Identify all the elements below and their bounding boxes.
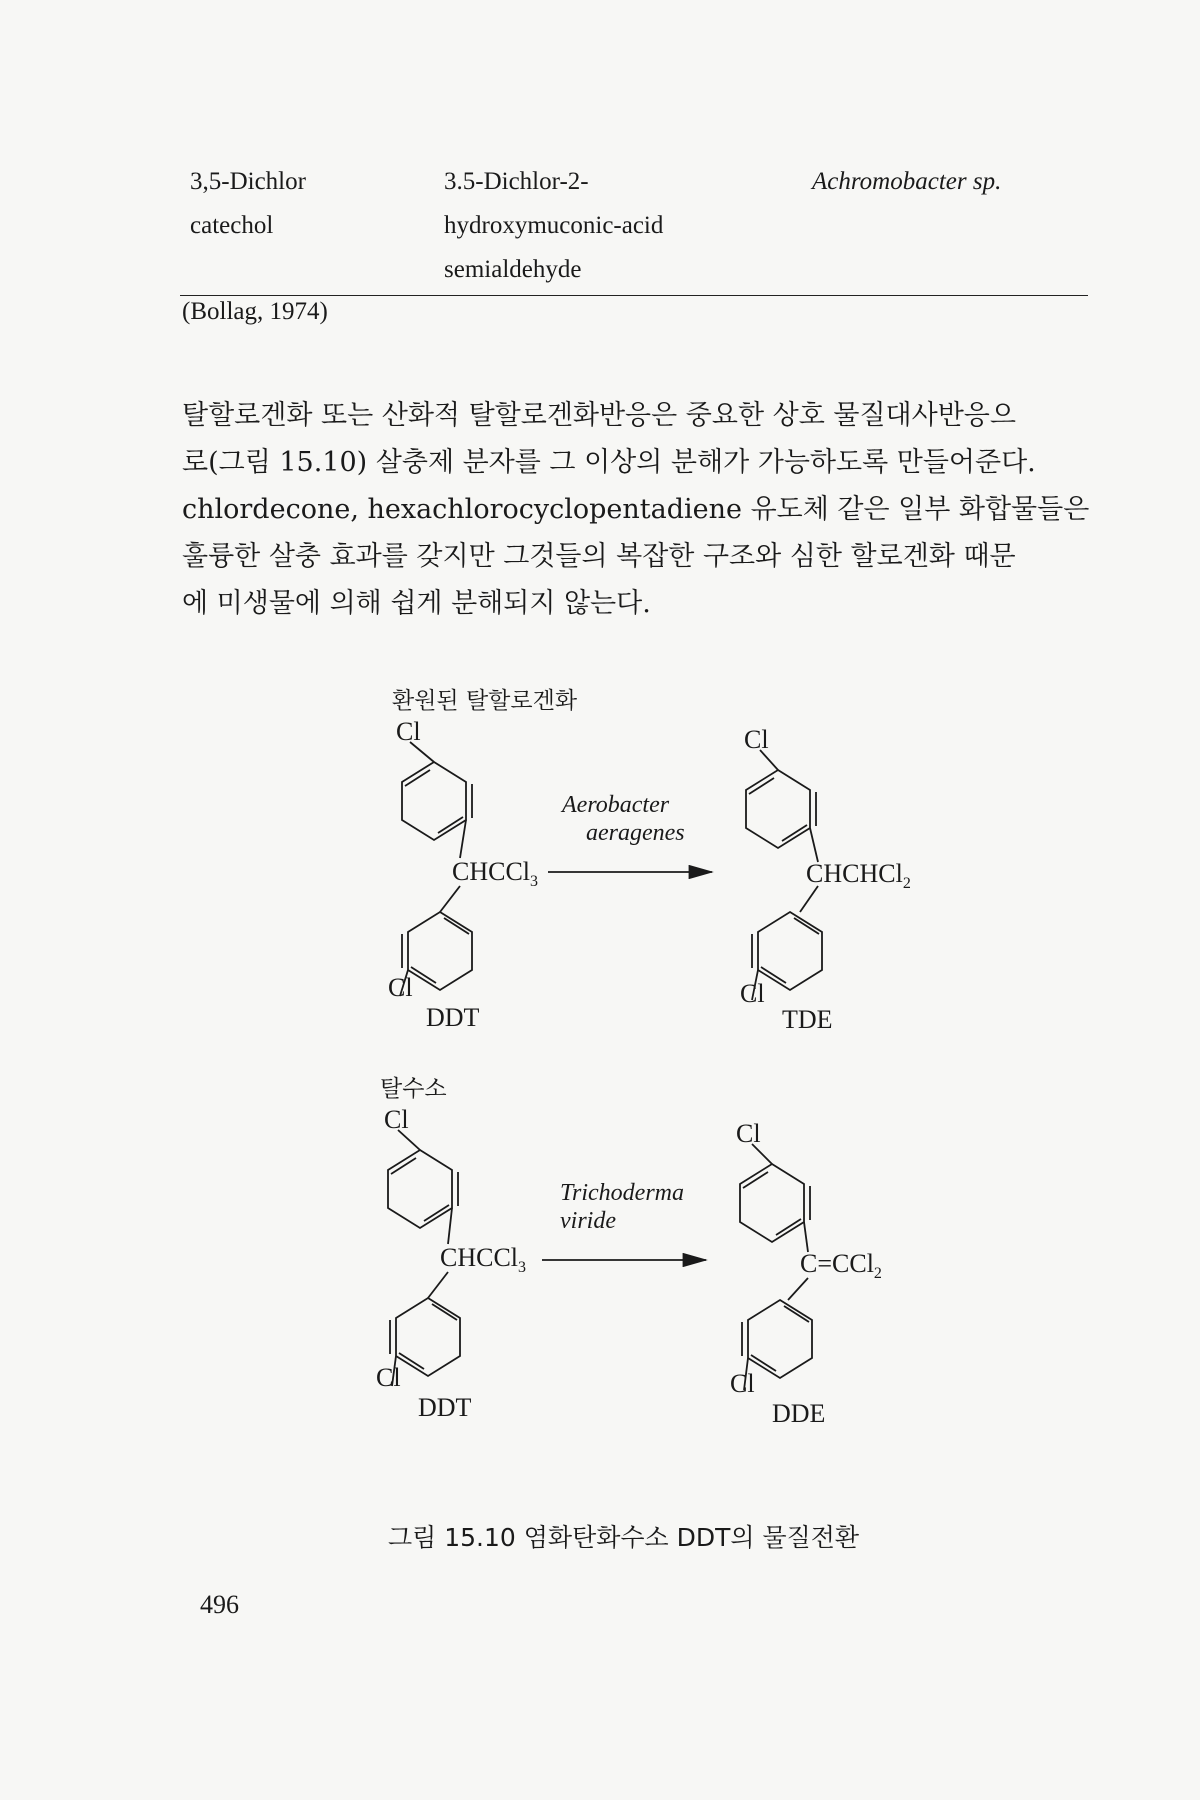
ddt1-cl-top: Cl xyxy=(396,717,421,746)
ddt1-cl-bottom: Cl xyxy=(388,973,413,1002)
paragraph-line-5: 에 미생물에 의해 쉽게 분해되지 않는다. xyxy=(182,588,651,619)
substrate-line-2: catechol xyxy=(190,212,274,239)
tde-cl-top: Cl xyxy=(744,725,769,754)
ddt2-group: CHCCl$_3$ xyxy=(440,1243,527,1276)
product-line-3: semialdehyde xyxy=(444,256,582,283)
organism-text: Achromobacter sp. xyxy=(812,168,1002,195)
ddt2-cl-bottom: Cl xyxy=(376,1363,401,1392)
tde-group: CHCHCl$_2$ xyxy=(806,859,911,892)
paragraph-line-2: 로(그림 15.10) 살충제 분자를 그 이상의 분해가 가능하도록 만들어준다. xyxy=(182,447,1036,478)
bond xyxy=(788,1278,808,1300)
benzene-ring xyxy=(408,912,472,990)
tde-cl-bottom: Cl xyxy=(740,979,765,1008)
section-title-reductive: 환원된 탈할로겐화 xyxy=(392,688,578,714)
benzene-ring xyxy=(388,1150,452,1228)
ddt1-group: CHCCl$_3$ xyxy=(452,857,539,890)
dde-cl-bottom: Cl xyxy=(730,1369,755,1398)
dde-group: C=CCl$_2$ xyxy=(800,1249,882,1282)
page-number: 496 xyxy=(200,1590,239,1619)
benzene-ring xyxy=(740,1164,804,1242)
organism-1-line-1: Aerobacter xyxy=(562,792,670,818)
section-title-dehydro: 탈수소 xyxy=(380,1076,447,1102)
product-line-2: hydroxymuconic-acid xyxy=(444,212,664,239)
benzene-ring xyxy=(746,770,810,848)
organism-2-line-1: Trichoderma xyxy=(560,1180,685,1206)
bond xyxy=(460,820,466,858)
bond xyxy=(810,828,818,862)
paragraph-line-4: 훌륭한 살충 효과를 갖지만 그것들의 복잡한 구조와 심한 할로겐화 때문 xyxy=(182,541,1016,572)
bond xyxy=(448,1208,452,1244)
benzene-ring xyxy=(748,1300,812,1378)
ddt1-name: DDT xyxy=(426,1003,480,1032)
dde-cl-top: Cl xyxy=(736,1119,761,1148)
bond xyxy=(440,886,460,912)
table-citation: (Bollag, 1974) xyxy=(182,298,328,325)
paragraph-line-3: chlordecone, hexachlorocyclopentadiene 유도체 같은 일부 화합물들은 xyxy=(182,494,1090,525)
tde-name: TDE xyxy=(782,1005,833,1034)
dde-name: DDE xyxy=(772,1399,826,1428)
bond xyxy=(804,1222,808,1252)
benzene-ring xyxy=(758,912,822,990)
bond xyxy=(800,886,818,912)
organism-2-line-2: viride xyxy=(560,1208,616,1234)
paragraph-line-1: 탈할로겐화 또는 산화적 탈할로겐화반응은 중요한 상호 물질대사반응으 xyxy=(182,400,1016,431)
organism-1-line-2: aeragenes xyxy=(586,820,685,846)
bond xyxy=(428,1272,448,1298)
product-line-1: 3.5-Dichlor-2- xyxy=(444,168,589,195)
benzene-ring xyxy=(396,1298,460,1376)
ddt2-name: DDT xyxy=(418,1393,472,1422)
figure-caption: 그림 15.10 염화탄화수소 DDT의 물질전환 xyxy=(388,1523,860,1552)
substrate-line-1: 3,5-Dichlor xyxy=(190,168,306,195)
ddt2-cl-top: Cl xyxy=(384,1105,409,1134)
benzene-ring xyxy=(402,762,466,840)
